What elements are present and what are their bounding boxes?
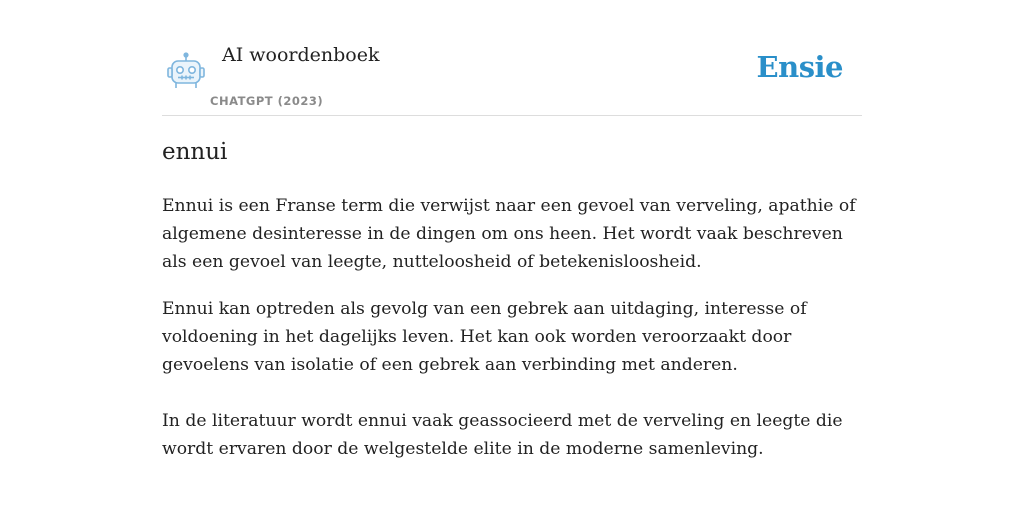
- source-name[interactable]: AI woordenboek: [222, 44, 380, 66]
- brand-logo[interactable]: Ensie: [756, 50, 843, 84]
- source-subtitle: CHATGPT (2023): [210, 94, 324, 108]
- entry-term: ennui: [162, 139, 228, 165]
- robot-icon: [166, 52, 206, 90]
- definition-paragraph: Ennui kan optreden als gevolg van een gebrek aan uitdaging, interesse of voldoening in het dagelijks leven. Het kan ook worden veroorzaakt door gevoelens van isolatie of een gebrek aan verbinding met anderen.: [162, 299, 807, 375]
- definition-paragraph: Ennui is een Franse term die verwijst naar een gevoel van verveling, apathie of algemene desinteresse in de dingen om ons heen. Het wordt vaak beschreven als een gevoel van leegte, nutteloosheid of betekenisloosheid.: [162, 196, 856, 272]
- entry-container: [162, 0, 862, 459]
- definition-paragraph: In de literatuur wordt ennui vaak geassocieerd met de verveling en leegte die wordt ervaren door de welgestelde elite in de moderne samenleving.: [162, 411, 843, 459]
- source-header: [162, 0, 862, 116]
